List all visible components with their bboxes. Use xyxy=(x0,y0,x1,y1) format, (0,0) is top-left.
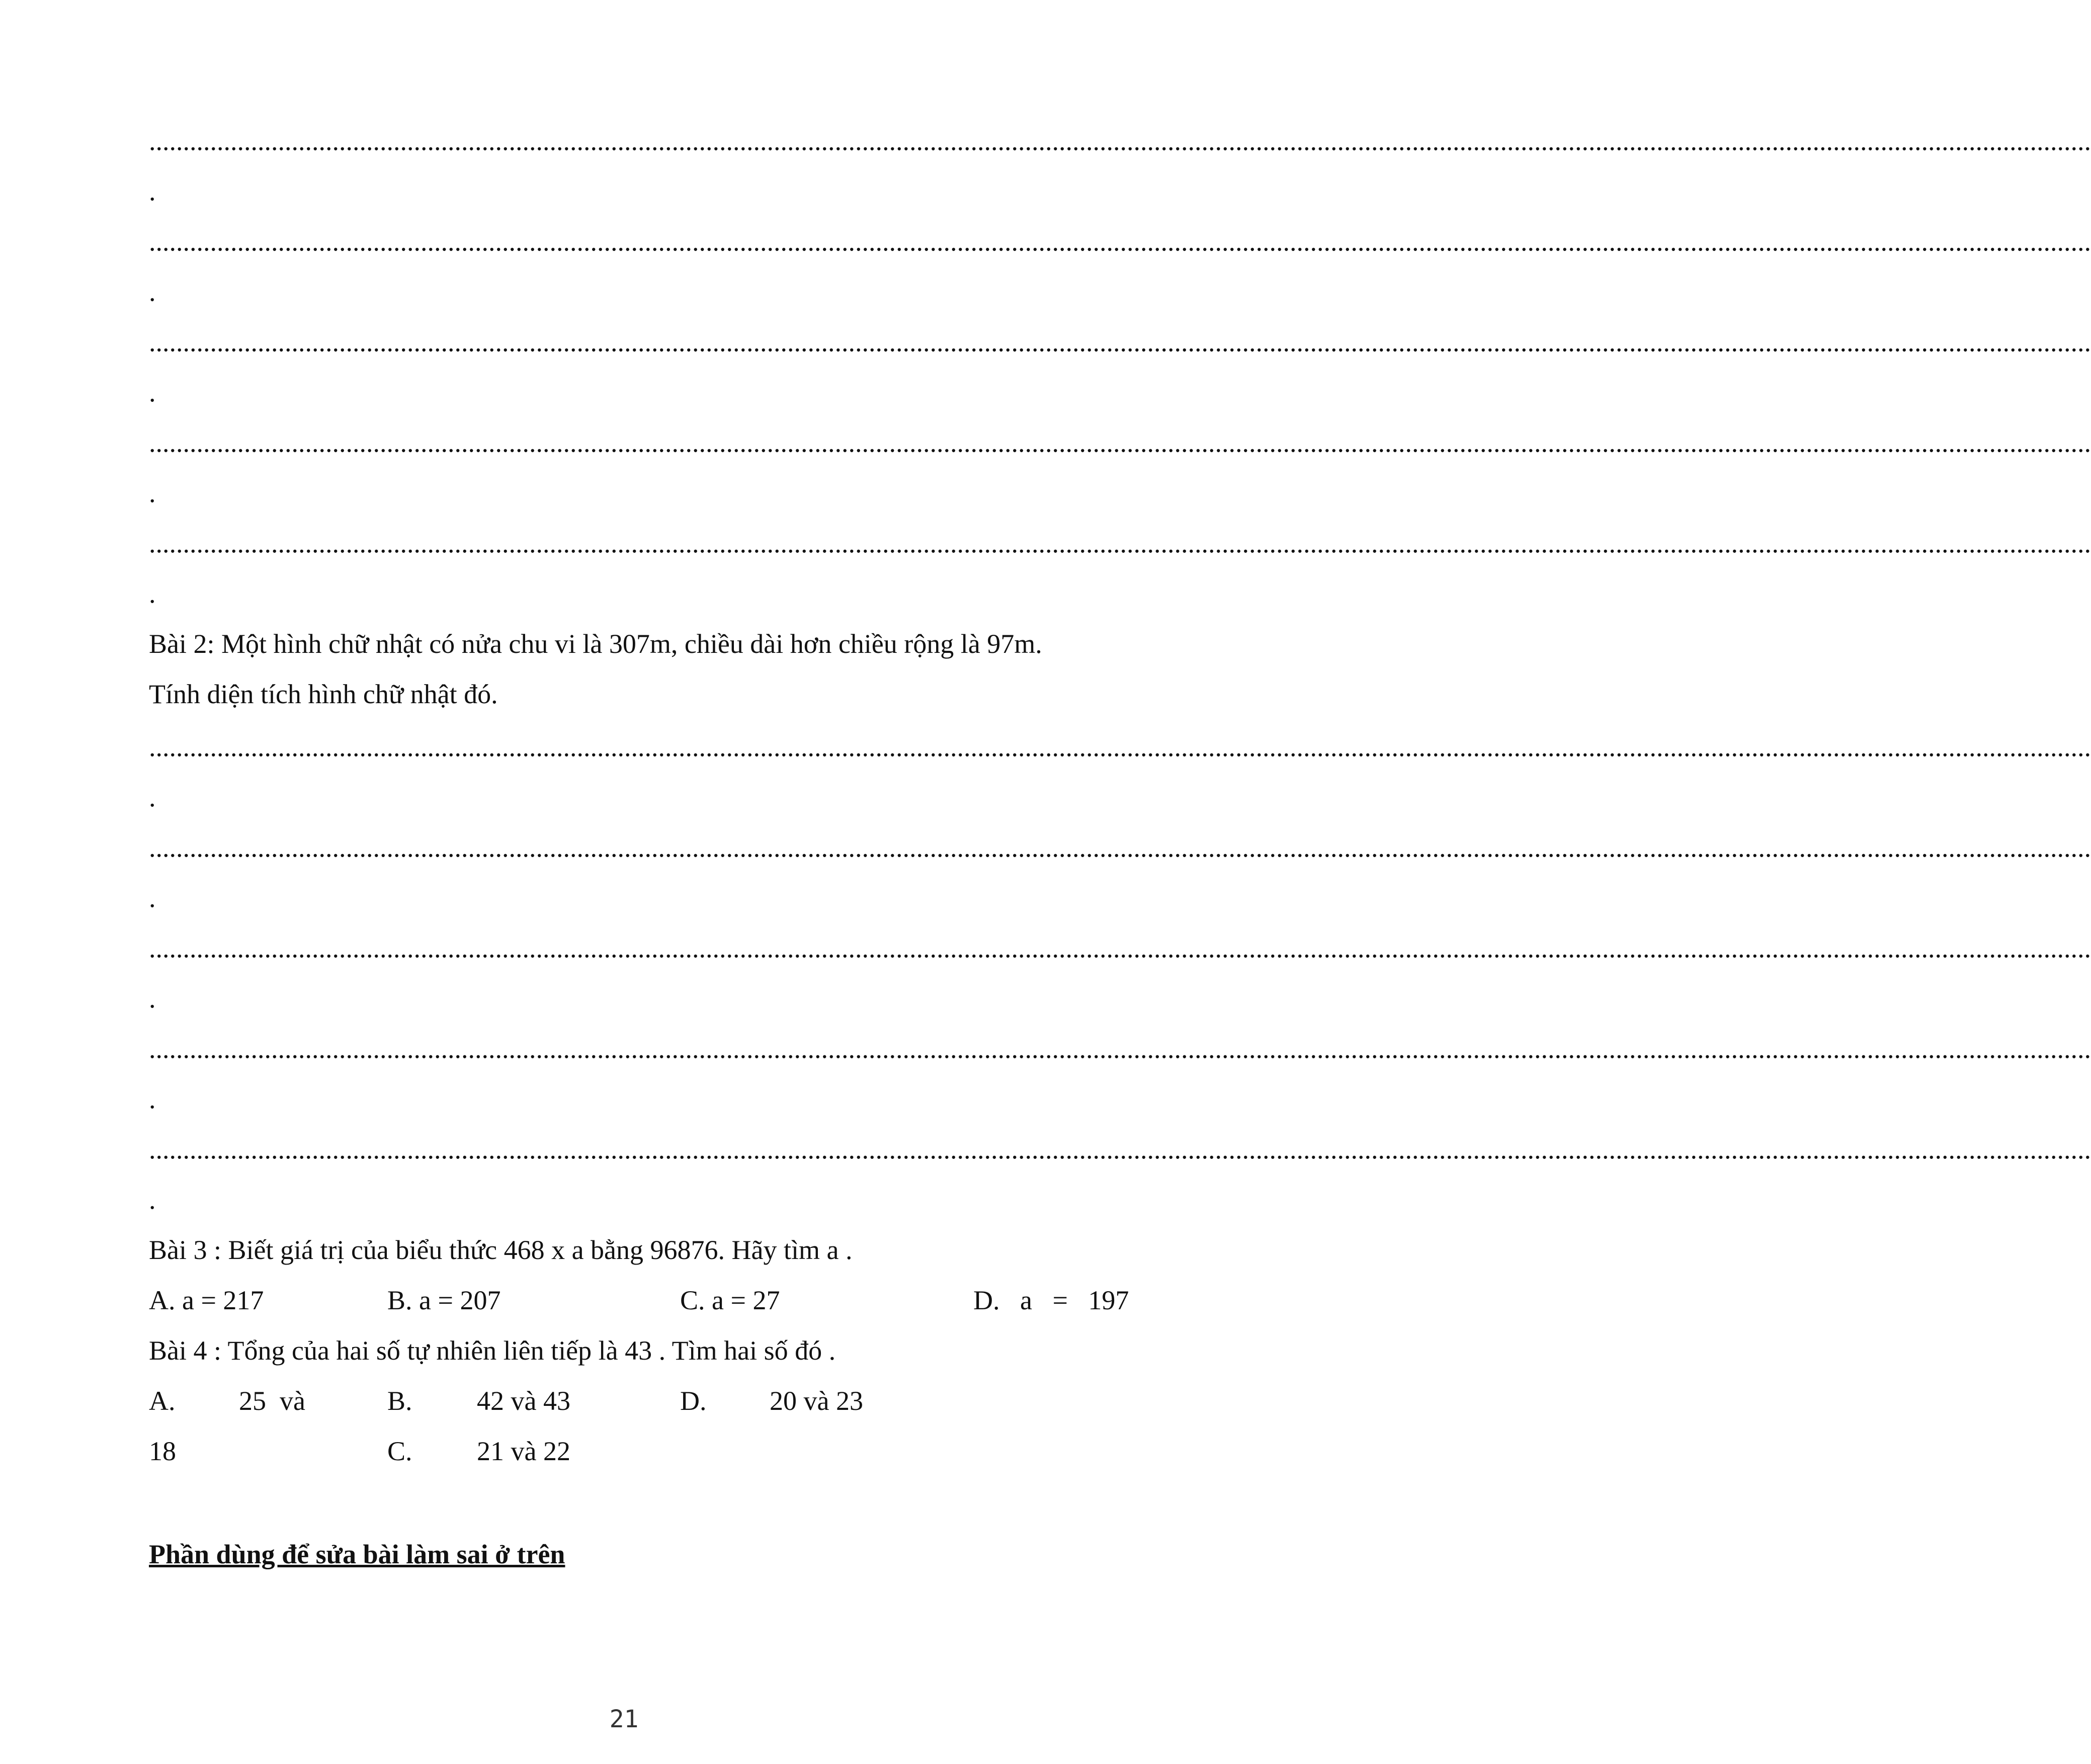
answer-line-end: . xyxy=(149,277,156,307)
bai3-question: Bài 3 : Biết giá trị của biểu thức 468 x a bằng 96876. Hãy tìm a . xyxy=(149,1235,853,1265)
answer-line-end: . xyxy=(149,1185,156,1215)
bai3-option-c: C. a = 27 xyxy=(680,1285,780,1315)
answer-line-dots: .............................................................................................................................................................................................................................................................................................. xyxy=(149,528,2091,558)
bai4-option-b-value: 42 và 43 xyxy=(477,1386,570,1416)
answer-line-end: . xyxy=(149,983,156,1014)
bai4-option-d-letter: D. xyxy=(680,1386,707,1416)
bai3-option-b: B. a = 207 xyxy=(387,1285,501,1315)
bai4-option-d-value: 20 và 23 xyxy=(770,1386,863,1416)
bai4-option-b-letter: B. xyxy=(387,1386,412,1416)
answer-line-dots: .............................................................................................................................................................................................................................................................................................. xyxy=(149,1034,2091,1064)
answer-line-end: . xyxy=(149,883,156,913)
answer-line-end: . xyxy=(149,176,156,206)
answer-line-dots: .............................................................................................................................................................................................................................................................................................. xyxy=(149,933,2091,963)
correction-heading: Phần dùng để sửa bài làm sai ở trên xyxy=(149,1539,565,1569)
bai4-option-a-letter: A. xyxy=(149,1386,176,1416)
bai2-question-line2: Tính diện tích hình chữ nhật đó. xyxy=(149,679,498,709)
bai3-option-a: A. a = 217 xyxy=(149,1285,264,1315)
answer-line-dots: .............................................................................................................................................................................................................................................................................................. xyxy=(149,126,2091,156)
answer-line-dots: .............................................................................................................................................................................................................................................................................................. xyxy=(149,832,2091,863)
answer-line-dots: .............................................................................................................................................................................................................................................................................................. xyxy=(149,732,2091,762)
bai2-question-line1: Bài 2: Một hình chữ nhật có nửa chu vi là 307m, chiều dài hơn chiều rộng là 97m. xyxy=(149,629,1042,659)
answer-line-end: . xyxy=(149,782,156,812)
page-number: 21 xyxy=(609,1705,639,1733)
answer-line-dots: .............................................................................................................................................................................................................................................................................................. xyxy=(149,327,2091,357)
bai4-option-a-value-cont: 18 xyxy=(149,1436,176,1466)
answer-line-dots: .............................................................................................................................................................................................................................................................................................. xyxy=(149,226,2091,257)
bai4-question: Bài 4 : Tổng của hai số tự nhiên liên tiếp là 43 . Tìm hai số đó . xyxy=(149,1335,836,1366)
answer-line-dots: .............................................................................................................................................................................................................................................................................................. xyxy=(149,428,2091,458)
answer-line-dots: .............................................................................................................................................................................................................................................................................................. xyxy=(149,1134,2091,1164)
answer-line-end: . xyxy=(149,478,156,508)
bai4-option-a-value: 25 và xyxy=(239,1386,305,1416)
bai4-option-c-letter: C. xyxy=(387,1436,412,1466)
answer-line-end: . xyxy=(149,377,156,407)
bai4-option-c-value: 21 và 22 xyxy=(477,1436,570,1466)
bai3-option-d: D. a = 197 xyxy=(973,1285,1129,1315)
answer-line-end: . xyxy=(149,578,156,609)
answer-line-end: . xyxy=(149,1084,156,1114)
